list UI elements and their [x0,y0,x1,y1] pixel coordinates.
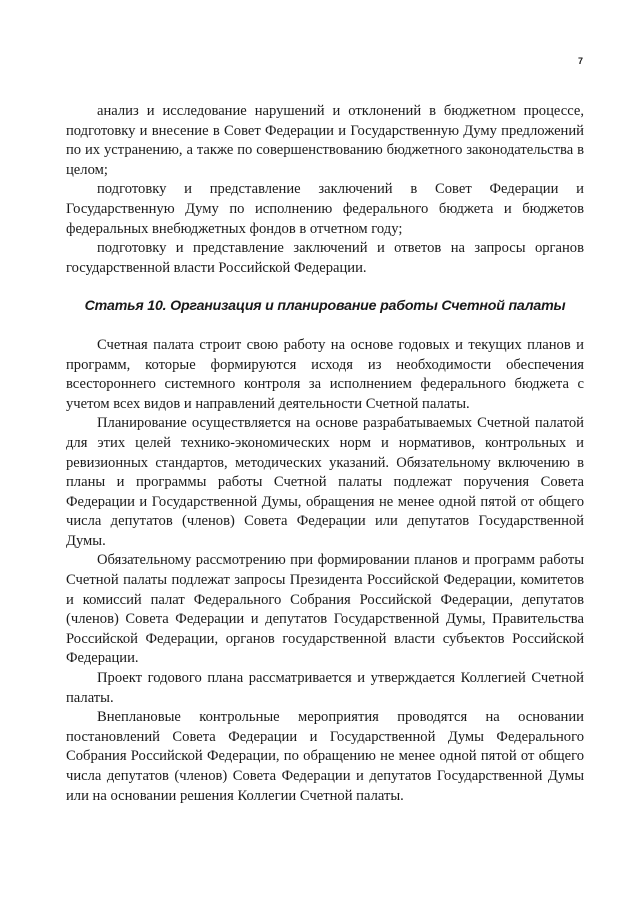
article-heading: Статья 10. Организация и планирование работы Счетной палаты [84,298,566,315]
list-item: подготовку и представление заключений и ответов на запросы органов государственной власти Российской Федерации. [66,240,584,276]
paragraph: Внеплановые контрольные мероприятия проводятся на основании постановлений Совета Федерации и Государственной Думы Федерального Собрания Российской Федерации, по обращению не менее одной пятой от общего числа депутатов (членов) Совета Федерации и депутатов Государственной Думы или на основании решения Коллегии Счетной палаты. [66,709,584,804]
paragraph: Счетная палата строит свою работу на основе годовых и текущих планов и программ, которые формируются исходя из необходимости обеспечения всестороннего системного контроля за исполнением федерального бюджета с учетом всех видов и направлений деятельности Счетной палаты. [66,336,584,412]
paragraph: Планирование осуществляется на основе разрабатываемых Счетной палатой для этих целей технико-экономических норм и нормативов, контрольных и ревизионных стандартов, методических указаний. Обязательному включению в планы и программы работы Счетной палаты подлежат поручения Совета Федерации и Государственной Думы, обращения не менее одной пятой от общего числа депутатов (членов) Совета Федерации или депутатов Государственной Думы. [66,415,584,549]
list-item: подготовку и представление заключений в Совет Федерации и Государственную Думу по исполнению федерального бюджета и бюджетов федеральных внебюджетных фондов в отчетном году; [66,181,584,237]
list-item: анализ и исследование нарушений и отклонений в бюджетном процессе, подготовку и внесение в Совет Федерации и Государственную Думу предложений по их устранению, а также по совершенствованию бюджетного законодательства в целом; [66,103,584,178]
paragraph: Проект годового плана рассматривается и утверждается Коллегией Счетной палаты. [66,670,584,706]
page-number: 7 [577,56,583,66]
paragraph: Обязательному рассмотрению при формировании планов и программ работы Счетной палаты подлежат запросы Президента Российской Федерации, комитетов и комиссий палат Федерального Собрания Российской Федерации, депутатов (членов) Совета Федерации и депутатов Государственной Думы, Правительства Российской Федерации, органов государственной власти субъектов Российской Федерации. [66,552,584,667]
document-body [66,102,584,806]
